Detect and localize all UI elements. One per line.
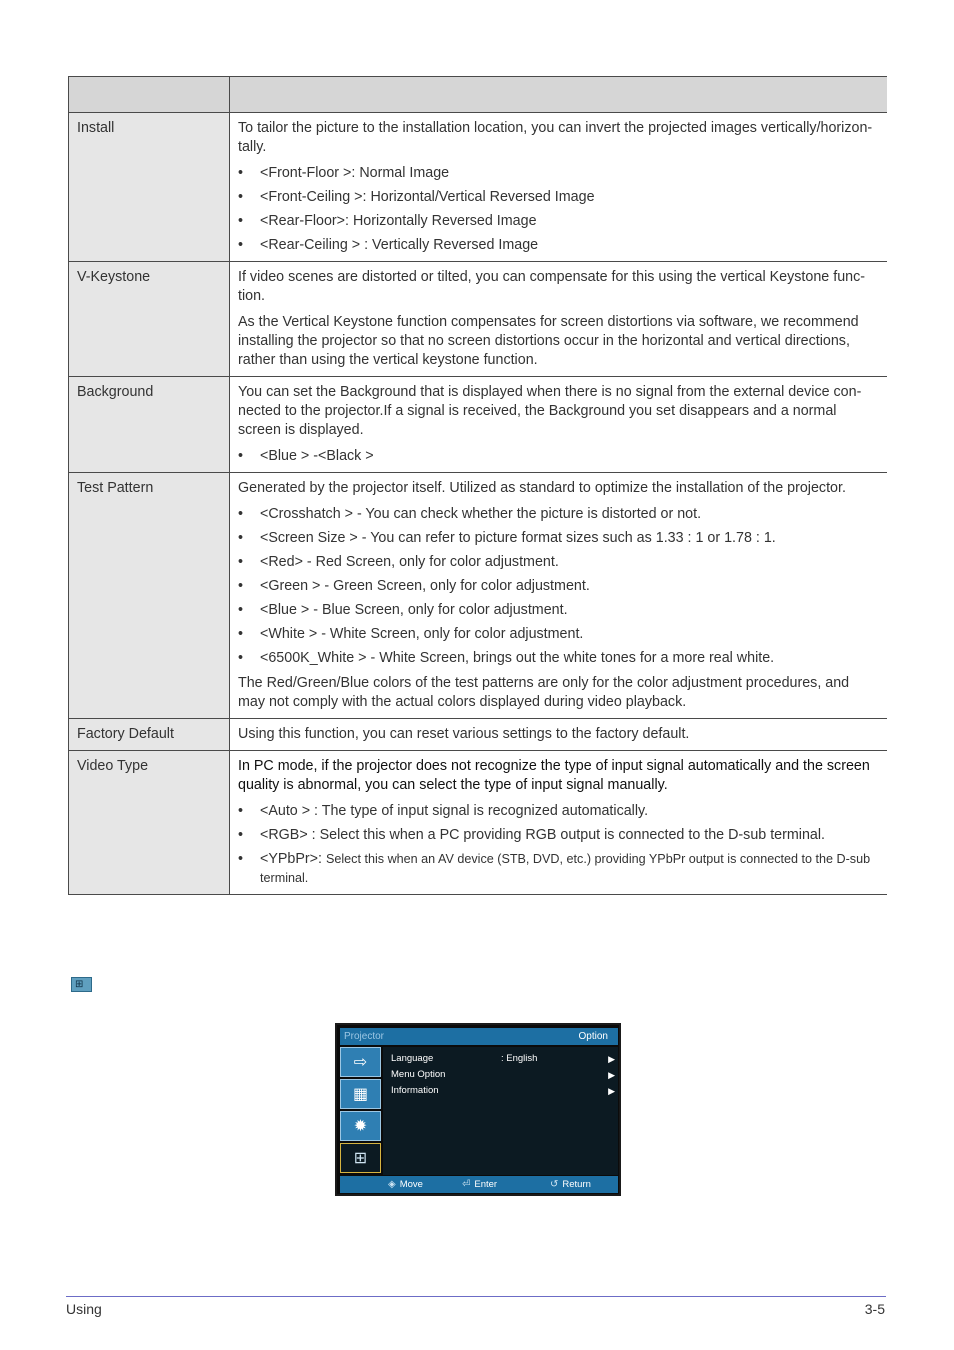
row-name: Background: [69, 377, 230, 473]
row-name: Install: [69, 113, 230, 262]
osd-return-hint: ↺ Return: [550, 1179, 591, 1190]
row-paragraph: If video scenes are distorted or tilted, you can compensate for this using the vertical Keystone func-tion.: [238, 269, 866, 304]
table-header-row: [69, 77, 887, 113]
setup-icon: ✹: [340, 1111, 381, 1141]
option-list: [238, 802, 879, 888]
row-description: [230, 262, 887, 377]
list-item: • <Blue > - Blue Screen, only for color adjustment.: [238, 602, 568, 618]
list-item: • <White > - White Screen, only for color adjustment.: [238, 626, 584, 642]
osd-menu-screenshot: [335, 1023, 621, 1196]
list-item: • <Crosshatch > - You can check whether the picture is distorted or not.: [238, 506, 702, 522]
list-item: • <YPbPr>: Select this when an AV device (STB, DVD, etc.) providing YPbPr output is connected to the D-sub terminal.: [238, 851, 871, 885]
option-list: [238, 505, 879, 668]
osd-sidebar: [340, 1047, 381, 1177]
option-list: [238, 164, 879, 255]
row-name: Factory Default: [69, 719, 230, 751]
table-row-test-pattern: [69, 473, 887, 719]
row-paragraph: As the Vertical Keystone function compensates for screen distortions via software, we recommend installing the projector so that no screen distortions occur in the horizontal and vertical directions, rather than using the vertical keystone function.: [238, 314, 859, 368]
row-intro: In PC mode, if the projector does not recognize the type of input signal automatically and the screen quality is abnormal, you can select the type of input signal manually.: [238, 758, 870, 793]
list-item: • <RGB> : Select this when a PC providing RGB output is connected to the D-sub terminal.: [238, 827, 826, 843]
list-item: • <Blue > -<Black >: [238, 448, 374, 464]
row-name: Video Type: [69, 751, 230, 895]
list-item: • <Rear-Floor>: Horizontally Reversed Image: [238, 213, 537, 229]
osd-menu-item-menu-option: Menu Option ▶: [391, 1067, 615, 1083]
list-item: • <Red> - Red Screen, only for color adjustment.: [238, 554, 559, 570]
table-row-video-type: [69, 751, 887, 895]
enter-icon: ⏎: [462, 1179, 471, 1190]
page-number: 3-5: [864, 1301, 885, 1317]
osd-title-right: Option: [578, 1031, 608, 1042]
osd-footer-bar: [340, 1176, 618, 1193]
osd-enter-hint: ⏎ Enter: [462, 1179, 498, 1190]
arrow-right-icon: ▶: [608, 1054, 615, 1064]
header-cell-description: [230, 77, 887, 113]
row-description: [230, 113, 887, 262]
osd-menu-panel: [383, 1047, 618, 1175]
table-row-background: [69, 377, 887, 473]
move-icon: ◈: [388, 1179, 396, 1190]
list-item: • <Screen Size > - You can refer to picture format sizes such as 1.33 : 1 or 1.78 : 1.: [238, 530, 776, 546]
table-row-v-keystone: [69, 262, 887, 377]
row-name: V-Keystone: [69, 262, 230, 377]
option-icon: ⊞: [340, 1143, 381, 1173]
row-description: [230, 751, 887, 895]
row-name: Test Pattern: [69, 473, 230, 719]
picture-icon: ▦: [340, 1079, 381, 1109]
footer-divider: [66, 1296, 886, 1297]
list-item: • <Rear-Ceiling > : Vertically Reversed Image: [238, 237, 539, 253]
list-item: • <Front-Ceiling >: Horizontal/Vertical Reversed Image: [238, 189, 595, 205]
osd-title-left: Projector: [344, 1031, 385, 1042]
return-icon: ↺: [550, 1179, 559, 1190]
input-icon: ⇨: [340, 1047, 381, 1077]
footer-section-label: Using: [66, 1301, 102, 1317]
row-intro: Generated by the projector itself. Utilized as standard to optimize the installation of the projector.: [238, 480, 846, 496]
header-cell-name: [69, 77, 230, 113]
arrow-right-icon: ▶: [608, 1086, 615, 1096]
list-item: • <Green > - Green Screen, only for color adjustment.: [238, 578, 590, 594]
row-description: [230, 377, 887, 473]
osd-menu-item-language: Language : English ▶: [391, 1051, 615, 1067]
row-intro: To tailor the picture to the installation location, you can invert the projected images vertically/horizon-tally.: [238, 120, 873, 155]
row-paragraph: Using this function, you can reset various settings to the factory default.: [238, 726, 690, 742]
osd-menu-item-information: Information ▶: [391, 1083, 615, 1099]
row-intro: You can set the Background that is displayed when there is no signal from the external device con-nected to the projector.If a signal is received, the Background you set disappears and a normal screen is displayed.: [238, 384, 862, 438]
row-description: [230, 719, 887, 751]
row-description: [230, 473, 887, 719]
arrow-right-icon: ▶: [608, 1070, 615, 1080]
table-row-factory-default: [69, 719, 887, 751]
option-section-icon: ⊞: [71, 977, 92, 992]
row-note: The Red/Green/Blue colors of the test patterns are only for the color adjustment procedures, and may not comply with the actual colors displayed during video playback.: [238, 675, 850, 710]
list-item: • <Auto > : The type of input signal is recognized automatically.: [238, 803, 649, 819]
osd-title-bar: [340, 1028, 618, 1045]
list-item: • <6500K_White > - White Screen, brings out the white tones for a more real white.: [238, 650, 775, 666]
option-table: [68, 76, 887, 895]
table-row-install: [69, 113, 887, 262]
osd-move-hint: ◈ Move: [388, 1179, 423, 1190]
option-list: [238, 447, 879, 466]
list-item: • <Front-Floor >: Normal Image: [238, 165, 450, 181]
